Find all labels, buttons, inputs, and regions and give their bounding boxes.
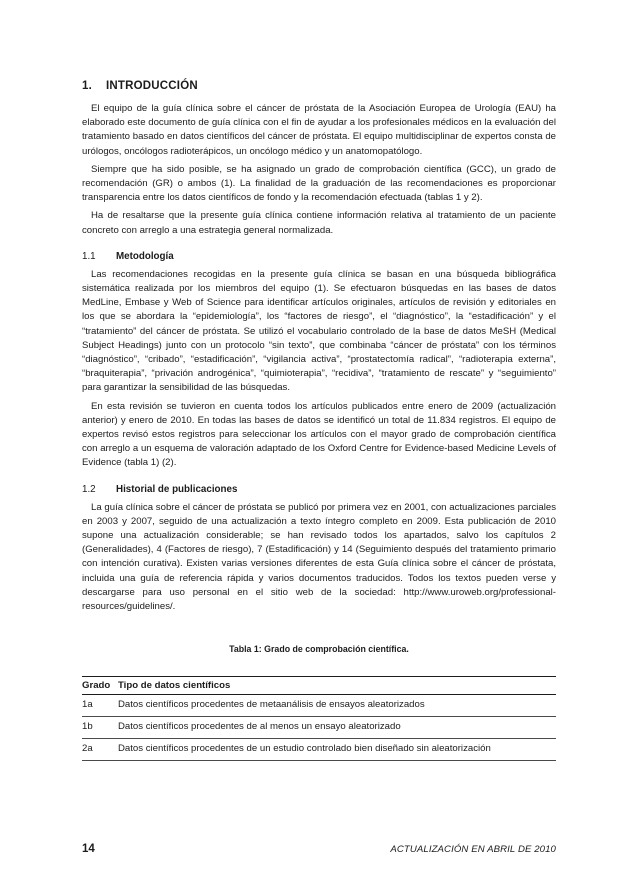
table-row (82, 717, 556, 739)
table-caption: Tabla 1: Grado de comprobación científica. (229, 644, 409, 655)
methodology-paragraph: En esta revisión se tuvieron en cuenta todos los artículos publicados entre enero de 2009 (actualización anterior) y enero de 2010. En todas las bases de datos se identificó un total de 11.834 registros. El equipo de expertos revisó estos registros para seleccionar los artículos con el mayor grado de comprobación científica con arreglo a un esquema de valoración adaptado de los Oxford Centre for Evidence-based Medicine Levels of Evidence (tabla 1) (2). (82, 400, 556, 469)
edition-label: ACTUALIZACIÓN EN ABRIL DE 2010 (390, 844, 556, 855)
table-cell-grade: 1a (82, 695, 118, 717)
intro-paragraph: El equipo de la guía clínica sobre el cáncer de próstata de la Asociación Europea de Urología (EAU) ha elaborado este documento de guía clínica con el fin de ayudar a los profesionales médicos en la evaluación del tratamiento basado en datos científicos del cáncer de próstata. El equipo multidisciplinar de expertos consta de urólogos, oncólogos radioterápicos, un oncólogo médico y un anatomopatólogo. (82, 103, 556, 157)
subsection-number: 1.2 (82, 483, 96, 495)
table-cell-description: Datos científicos procedentes de metaanálisis de ensayos aleatorizados (118, 695, 556, 717)
subsection-heading-methodology (82, 251, 556, 262)
section-heading (82, 80, 556, 92)
intro-paragraph: Siempre que ha sido posible, se ha asignado un grado de comprobación científica (GCC), un grado de recomendación (GR) o ambos (1). La finalidad de la graduación de las recomendaciones es proporcionar transparencia entre los datos científicos de fondo y la recomendación efectuada (tablas 1 y 2). (82, 163, 556, 204)
methodology-paragraph: Las recomendaciones recogidas en la presente guía clínica se basan en una búsqueda bibliográfica sistemática realizada por los miembros del equipo (1). Se efectuaron búsquedas en las bases de datos MedLine, Embase y Web of Science para identificar artículos originales, artículos de revisión y editoriales en los que se abordara la “epidemiología”, los “factores de riesgo”, el “diagnóstico”, la “estadificación” y el “tratamiento” del cáncer de próstata. Se utilizó el vocabulario controlado de la base de datos MeSH (Medical Subject Headings) junto con un protocolo “sin texto”, que combinaba “cáncer de próstata” con los términos “diagnóstico”, “cribado”, “estadificación”, “vigilancia activa”, “prostatectomía radical”, “radioterapia externa”, “braquiterapia”, “privación androgénica”, “quimioterapia”, “recidiva”, “tratamiento de rescate” y “seguimiento” para garantizar la sensibilidad de las búsquedas. (82, 268, 556, 394)
table-header-type: Tipo de datos científicos (118, 677, 556, 695)
subsection-title: Historial de publicaciones (116, 483, 238, 495)
publication-history-paragraph: La guía clínica sobre el cáncer de próstata se publicó por primera vez en 2001, con actualizaciones parciales en 2003 y 2007, seguido de una actualización a texto íntegro completo en 2009. Esta publicación de 2010 supone una actualización considerable; se han revisado todos los apartados, salvo los capítulos 2 (Generalidades), 4 (Factores de riesgo), 7 (Estadificación) y 14 (Seguimiento después del tratamiento primario con intención curativa). Existen varias versiones diferentes de esta Guía clínica sobre el cáncer de próstata, incluida una guía de referencia rápida y varios documentos traducidos. Todos los textos pueden verse y descargarse para uso personal en el sitio web de la sociedad: http://www.uroweb.org/professional-resources/guidelines/. (82, 501, 556, 613)
table-cell-grade: 2a (82, 739, 118, 761)
subsection-heading-publication-history (82, 484, 556, 495)
intro-paragraph: Ha de resaltarse que la presente guía clínica contiene información relativa al tratamiento de un paciente concreto con arreglo a una estrategia general normalizada. (82, 210, 556, 236)
subsection-title: Metodología (116, 250, 174, 262)
section-number: 1. (82, 80, 92, 92)
subsection-number: 1.1 (82, 250, 96, 262)
table-row (82, 695, 556, 717)
page-number: 14 (82, 843, 95, 855)
table-header-row (82, 677, 556, 695)
table-cell-description: Datos científicos procedentes de al menos un ensayo aleatorizado (118, 717, 556, 739)
table-header-grade: Grado (82, 677, 118, 695)
table-row (82, 739, 556, 761)
section-title: INTRODUCCIÓN (106, 80, 198, 92)
table-cell-description: Datos científicos procedentes de un estudio controlado bien diseñado sin aleatorización (118, 739, 556, 761)
table-cell-grade: 1b (82, 717, 118, 739)
evidence-level-table (82, 676, 556, 761)
page-content (82, 80, 556, 761)
